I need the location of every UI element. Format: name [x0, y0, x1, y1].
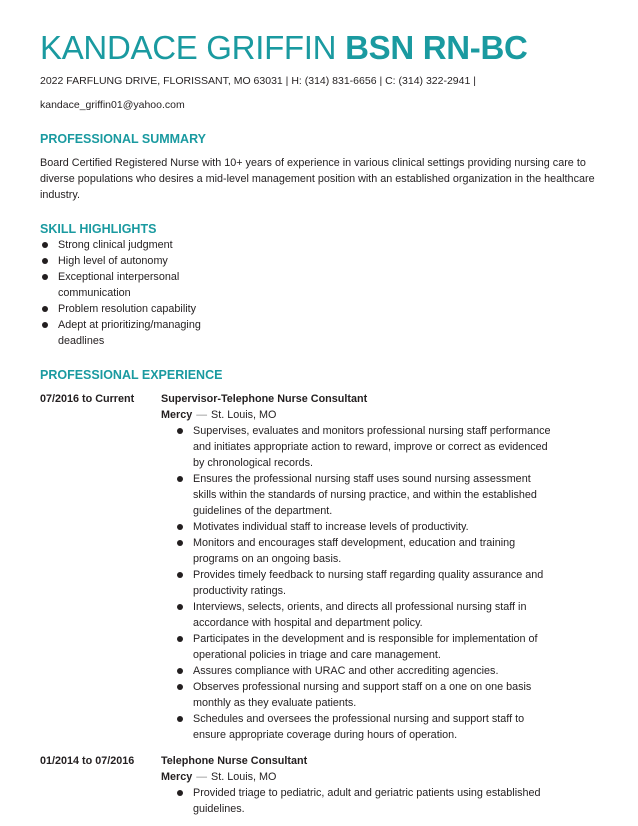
job-title: Supervisor-Telephone Nurse Consultant	[161, 393, 368, 405]
job-title: Telephone Nurse Consultant	[161, 755, 308, 767]
job-separator: —	[196, 409, 208, 421]
job-duty: Provides timely feedback to nursing staff regarding quality assurance and productivity ratings.	[175, 567, 553, 599]
contact-email: kandace_griffin01@yahoo.com	[40, 99, 185, 111]
skill-item: High level of autonomy	[40, 253, 220, 269]
resume-page	[40, 28, 600, 817]
credentials: BSN RN-BC	[345, 29, 528, 66]
job-duty: Supervises, evaluates and monitors professional nursing staff performance and initiates appropriate action to reward, improve or correct as evidenced by chronological records.	[175, 423, 553, 471]
job-duty: Interviews, selects, orients, and directs all professional nursing staff in accordance with hospital and department policy.	[175, 599, 553, 631]
job-duty: Participates in the development and is responsible for implementation of operational policies in triage and care management.	[175, 631, 553, 663]
job-dates: 01/2014 to 07/2016	[40, 755, 135, 767]
job-duty: Assures compliance with URAC and other accrediting agencies.	[175, 663, 553, 679]
job-separator: —	[196, 771, 208, 783]
job-duties-list	[175, 785, 553, 817]
job-location: St. Louis, MO	[211, 409, 277, 421]
contact-info	[40, 74, 600, 112]
job-employer	[161, 769, 600, 785]
job-duty: Observes professional nursing and support staff on a one on one basis monthly as they evaluate patients.	[175, 679, 553, 711]
job-duty: Schedules and oversees the professional nursing and support staff to ensure appropriate coverage during hours of operation.	[175, 711, 553, 743]
job-details	[161, 391, 600, 743]
summary-heading: PROFESSIONAL SUMMARY	[40, 132, 206, 146]
experience-heading: PROFESSIONAL EXPERIENCE	[40, 368, 223, 382]
job-company: Mercy	[161, 409, 193, 421]
skill-item: Adept at prioritizing/managing deadlines	[40, 317, 220, 349]
job-duty: Monitors and encourages staff development, education and training programs on an ongoing basis.	[175, 535, 553, 567]
resume-name-heading	[40, 28, 600, 68]
skill-item: Problem resolution capability	[40, 301, 220, 317]
skill-item: Strong clinical judgment	[40, 237, 220, 253]
job-employer	[161, 407, 600, 423]
full-name: KANDACE GRIFFIN	[40, 29, 337, 66]
job-duty: Provided triage to pediatric, adult and geriatric patients using established guidelines.	[175, 785, 553, 817]
job-duties-list	[175, 423, 553, 743]
job-dates: 07/2016 to Current	[40, 393, 135, 405]
skill-item: Exceptional interpersonal communication	[40, 269, 220, 301]
job-entry	[40, 753, 600, 817]
job-duty: Motivates individual staff to increase levels of productivity.	[175, 519, 553, 535]
job-entry	[40, 391, 600, 743]
skills-heading: SKILL HIGHLIGHTS	[40, 222, 157, 236]
job-company: Mercy	[161, 771, 193, 783]
summary-text: Board Certified Registered Nurse with 10+ years of experience in various clinical settings providing nursing care to diverse populations who desires a mid-level management position with an established organization in the healthcare industry.	[40, 157, 595, 201]
job-details	[161, 753, 600, 817]
contact-address-phones: 2022 FARFLUNG DRIVE, FLORISSANT, MO 63031 | H: (314) 831-6656 | C: (314) 322-2941 |	[40, 75, 476, 87]
job-duty: Ensures the professional nursing staff uses sound nursing assessment skills within the standards of nursing practice, and within the established guidelines of the department.	[175, 471, 553, 519]
skills-list	[40, 237, 220, 349]
job-location: St. Louis, MO	[211, 771, 277, 783]
